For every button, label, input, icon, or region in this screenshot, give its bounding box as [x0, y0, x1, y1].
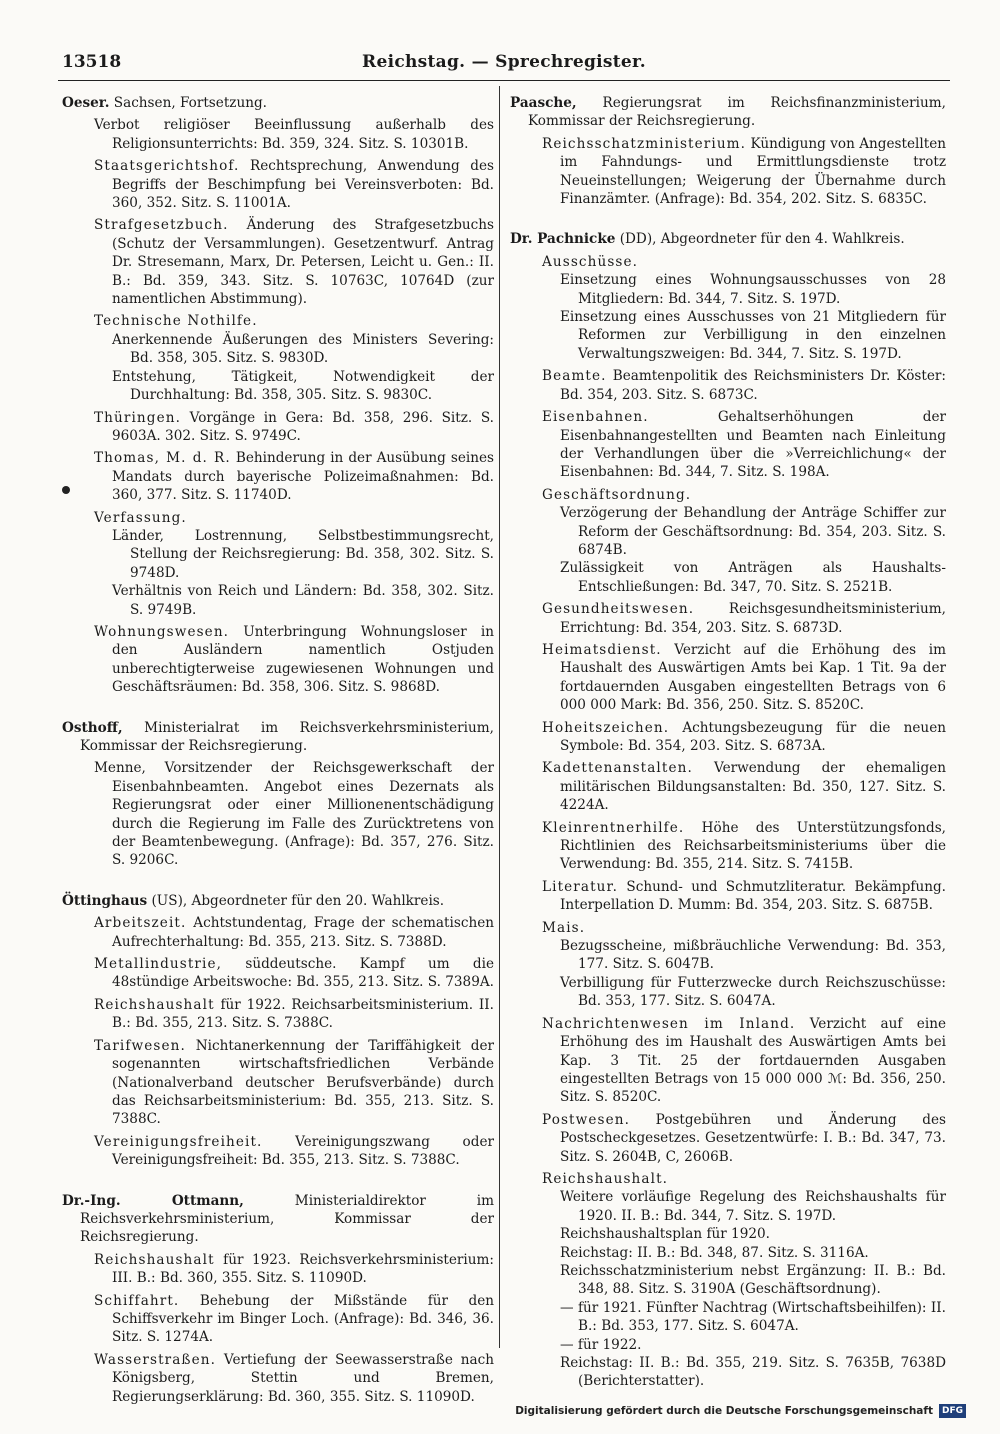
topic-keyword: Heimatsdienst.	[542, 641, 662, 658]
subtopic-line	[510, 974, 946, 1011]
topic-line	[510, 1015, 946, 1107]
topic-reference: Verzicht auf die Erhöhung des im Haushalt des Auswärtigen Amts bei Kap. 1 Tit. 9a der fortdauernden Ausgaben eingestellten Betrags von 6 000 000 Mark: Bd. 356, 250. Sitz. S. 8520C.	[560, 641, 946, 714]
speaker-description: Sachsen, Fortsetzung.	[109, 95, 267, 111]
topic-keyword: Reichshaushalt	[94, 996, 215, 1013]
topic-reference: Achtungsbezeugung für die neuen Symbole: Bd. 354, 203. Sitz. S. 6873A.	[560, 719, 946, 754]
topic-reference: Einsetzung eines Wohnungsausschusses von 28 Mitgliedern: Bd. 344, 7. Sitz. S. 197D.	[560, 272, 946, 307]
entry-heading	[510, 94, 946, 131]
speaker-description: (US), Abgeordneter für den 20. Wahlkreis.	[147, 892, 445, 909]
subtopic-line	[510, 504, 946, 559]
page-number: 13518	[62, 52, 122, 72]
subtopic-line	[510, 1354, 946, 1391]
topic-keyword: Eisenbahnen.	[542, 409, 649, 426]
topic-reference: Vorgänge in Gera: Bd. 358, 296. Sitz. S. 9603A. 302. Sitz. S. 9749C.	[112, 409, 494, 444]
topic-line	[510, 135, 946, 209]
register-entry	[510, 230, 946, 1390]
speaker-name: Oeser.	[62, 95, 110, 111]
topic-keyword: Schiffahrt.	[94, 1292, 180, 1309]
topic-keyword: Arbeitszeit.	[94, 915, 187, 932]
topic-reference: Reichshaushaltsplan für 1920.	[560, 1226, 770, 1243]
speaker-name: Osthoff,	[62, 719, 123, 736]
topic-reference: Höhe des Unterstützungsfonds, Richtlinien des Reichsarbeitsministeriums über die Verwendung: Bd. 355, 214. Sitz. S. 7415B.	[560, 819, 946, 873]
topic-line	[62, 116, 494, 153]
subtopic-line	[510, 937, 946, 974]
topic-reference: Unterbringung Wohnungsloser in den Ausländern namentlich Ostjuden unberechtigterweise zugewiesenen Wohnungen und Geschäftsräumen: Bd. 358, 306. Sitz. S. 9868D.	[112, 623, 494, 696]
subtopic-line	[510, 1188, 946, 1225]
topic-line	[510, 819, 946, 874]
topic-line	[62, 216, 494, 308]
topic-reference: Weitere vorläufige Regelung des Reichshaushalts für 1920. II. B.: Bd. 344, 7. Sitz. S. 197D.	[560, 1189, 946, 1224]
topic-line	[510, 600, 946, 637]
topic-reference: Reichstag: II. B.: Bd. 355, 219. Sitz. S. 7635B, 7638D (Berichterstatter).	[560, 1355, 946, 1390]
topic-keyword: Gesundheitswesen.	[542, 601, 695, 618]
topic-line	[62, 409, 494, 446]
topic-line	[510, 486, 946, 504]
topic-line	[62, 914, 494, 951]
topic-reference: Verwendung der ehemaligen militärischen Bildungsanstalten: Bd. 350, 127. Sitz. S. 4224A.	[560, 760, 946, 814]
topic-reference: Reichstag: II. B.: Bd. 348, 87. Sitz. S. 3116A.	[560, 1244, 869, 1261]
topic-reference: Schund- und Schmutzliteratur. Bekämpfung. Interpellation D. Mumm: Bd. 354, 203. Sitz. S. 6875B.	[560, 878, 946, 914]
topic-reference: Entstehung, Tätigkeit, Notwendigkeit der Durchhaltung: Bd. 358, 305. Sitz. S. 9830C.	[112, 368, 494, 404]
topic-reference: Gehaltserhöhungen der Eisenbahnangestellten und Beamten nach Einleitung der Verhandlungen über die »Verreichlichung« der Eisenbahnen: Bd. 344, 7. Sitz. S. 198A.	[560, 409, 946, 481]
topic-keyword: Reichshaushalt	[94, 1251, 215, 1268]
topic-reference: süddeutsche. Kampf um die 48stündige Arbeitswoche: Bd. 355, 213. Sitz. S. 7389A.	[112, 956, 494, 991]
topic-reference: Verbot religiöser Beeinflussung außerhalb des Religionsunterrichts: Bd. 359, 324. Sitz. S. 10301B.	[94, 117, 494, 152]
running-title: Reichstag. — Sprechregister.	[362, 52, 646, 72]
subtopic-line	[510, 308, 946, 363]
topic-keyword: Postwesen.	[542, 1111, 630, 1128]
topic-keyword: Technische Nothilfe.	[94, 313, 258, 330]
topic-reference: Länder, Lostrennung, Selbstbestimmungsrecht, Stellung der Reichsregierung: Bd. 358, 302. Sitz. S. 9748D.	[112, 527, 494, 581]
topic-line	[62, 449, 494, 504]
footer-credit: Digitalisierung gefördert durch die Deutsche Forschungsgemeinschaft	[515, 1405, 933, 1417]
topic-keyword: Mais.	[542, 919, 586, 936]
subtopic-line	[62, 368, 494, 405]
topic-keyword: Tarifwesen.	[94, 1037, 186, 1054]
topic-reference: Änderung des Strafgesetzbuchs (Schutz der Versammlungen). Gesetzentwurf. Antrag Dr. Stresemann, Marx, Dr. Petersen, Leicht u. Gen.: II. B.: Bd. 359, 343. Sitz. S. 10763C, 10764D (zur namentlichen Abstimmung).	[112, 217, 494, 308]
topic-reference: Menne, Vorsitzender der Reichsgewerkschaft der Eisenbahnbeamten. Angebot eines Dezernats als Regierungsrat oder einer Millionenentschädigung durch die Regierung im Falle des Zurücktretens von der Beamtenbewegung. (Anfrage): Bd. 357, 276. Sitz. S. 9206C.	[94, 760, 494, 869]
topic-line	[510, 919, 946, 937]
topic-keyword: Kleinrentnerhilfe.	[542, 819, 685, 836]
entry-heading	[62, 1192, 494, 1247]
speaker-name: Dr.-Ing. Ottmann,	[62, 1192, 244, 1209]
topic-keyword: Kadettenanstalten.	[542, 760, 693, 777]
topic-reference: Rechtsprechung, Anwendung des Begriffs der Beschimpfung bei Vereinsverboten: Bd. 360, 352. Sitz. S. 11001A.	[112, 158, 494, 212]
dfg-logo: DFG	[939, 1404, 966, 1418]
header-rule	[58, 80, 950, 81]
topic-line	[62, 955, 494, 992]
topic-keyword: Verfassung.	[94, 509, 187, 526]
topic-keyword: Reichshaushalt.	[542, 1170, 669, 1187]
topic-line	[510, 878, 946, 915]
footer	[515, 1404, 966, 1418]
topic-line	[62, 509, 494, 527]
subtopic-line	[62, 582, 494, 619]
topic-line	[62, 1292, 494, 1347]
topic-line	[510, 408, 946, 482]
topic-reference: Verbilligung für Futterzwecke durch Reichszuschüsse: Bd. 353, 177. Sitz. S. 6047A.	[560, 974, 946, 1010]
topic-line	[62, 1251, 494, 1288]
register-entry	[62, 94, 494, 697]
entry-heading	[62, 94, 494, 112]
subtopic-line	[510, 1244, 946, 1262]
topic-reference: Verhältnis von Reich und Ländern: Bd. 358, 302. Sitz. S. 9749B.	[112, 583, 494, 618]
register-entry	[62, 719, 494, 870]
register-entry	[62, 892, 494, 1170]
subtopic-line	[510, 1262, 946, 1299]
subtopic-line	[62, 527, 494, 582]
topic-line	[510, 641, 946, 715]
topic-line	[62, 996, 494, 1033]
left-column	[62, 94, 494, 1428]
topic-keyword: Nachrichtenwesen im Inland.	[542, 1015, 796, 1032]
topic-reference: Vereinigungszwang oder Vereinigungsfreiheit: Bd. 355, 213. Sitz. S. 7388C.	[112, 1133, 494, 1169]
speaker-description: (DD), Abgeordneter für den 4. Wahlkreis.	[615, 231, 905, 248]
topic-keyword: Wohnungswesen.	[94, 623, 230, 640]
topic-reference: — für 1921. Fünfter Nachtrag (Wirtschaftsbeihilfen): II. B.: Bd. 353, 177. Sitz. S. 6047A.	[560, 1299, 946, 1335]
topic-keyword: Reichsschatzministerium.	[542, 135, 747, 152]
speaker-description: Regierungsrat im Reichsfinanzministerium, Kommissar der Reichsregierung.	[528, 95, 946, 130]
register-entry	[62, 1192, 494, 1406]
topic-keyword: Hoheitszeichen.	[542, 719, 670, 736]
topic-line	[510, 1170, 946, 1188]
topic-keyword: Staatsgerichtshof.	[94, 158, 240, 175]
topic-line	[510, 719, 946, 756]
topic-reference: Beamtenpolitik des Reichsministers Dr. Köster: Bd. 354, 203. Sitz. S. 6873C.	[560, 368, 946, 403]
speaker-name: Dr. Pachnicke	[510, 231, 616, 248]
topic-keyword: Wasserstraßen.	[94, 1351, 217, 1368]
topic-reference: Verzögerung der Behandlung der Anträge Schiffer zur Reform der Geschäftsordnung: Bd. 354, 203. Sitz. S. 6874B.	[560, 505, 946, 558]
topic-keyword: Strafgesetzbuch.	[94, 217, 229, 234]
topic-keyword: Beamte.	[542, 368, 607, 385]
topic-reference: — für 1922.	[560, 1336, 642, 1353]
speaker-name: Paasche,	[510, 95, 577, 111]
speaker-description: Ministerialrat im Reichsverkehrsministerium, Kommissar der Reichsregierung.	[80, 719, 494, 754]
topic-keyword: Thomas, M. d. R.	[94, 450, 231, 467]
entry-heading	[62, 719, 494, 756]
topic-keyword: Ausschüsse.	[542, 253, 639, 270]
topic-reference: Postgebühren und Änderung des Postscheckgesetzes. Gesetzentwürfe: I. B.: Bd. 347, 73. Sitz. S. 2604B, C, 2606B.	[560, 1111, 946, 1165]
topic-reference: Behinderung in der Ausübung seines Mandats durch bayerische Polizeimaßnahmen: Bd. 360, 377. Sitz. S. 11740D.	[112, 450, 494, 504]
topic-reference: Kündigung von Angestellten im Fahndungs- und Ermittlungsdienste trotz Neueinstellungen; Weigerung der Übernahme durch Finanzämter. (Anfrage): Bd. 354, 202. Sitz. S. 6835C.	[560, 135, 946, 208]
speaker-description: Ministerialdirektor im Reichsverkehrsministerium, Kommissar der Reichsregierung.	[80, 1192, 494, 1246]
subtopic-line	[510, 1336, 946, 1354]
subtopic-line	[510, 1299, 946, 1336]
topic-reference: Bezugsscheine, mißbräuchliche Verwendung: Bd. 353, 177. Sitz. S. 6047B.	[560, 938, 946, 973]
topic-line	[62, 759, 494, 869]
topic-keyword: Thüringen.	[94, 409, 182, 426]
topic-reference: Achtstundentag, Frage der schematischen Aufrechterhaltung: Bd. 355, 213. Sitz. S. 7388D.	[112, 915, 494, 950]
topic-reference: Vertiefung der Seewasserstraße nach Königsberg, Stettin und Bremen, Regierungserklärung: Bd. 360, 355. Sitz. S. 11090D.	[112, 1351, 494, 1405]
subtopic-line	[510, 271, 946, 308]
topic-line	[510, 253, 946, 271]
topic-reference: Behebung der Mißstände für den Schiffsverkehr im Binger Loch. (Anfrage): Bd. 346, 36. Sitz. S. 1274A.	[112, 1292, 494, 1346]
topic-line	[62, 1351, 494, 1406]
subtopic-line	[62, 331, 494, 368]
column-divider	[499, 86, 500, 1348]
topic-reference: für 1922. Reichsarbeitsministerium. II. B.: Bd. 355, 213. Sitz. S. 7388C.	[112, 996, 494, 1032]
topic-keyword: Geschäftsordnung.	[542, 486, 692, 503]
topic-line	[510, 1111, 946, 1166]
subtopic-line	[510, 1225, 946, 1243]
page-header	[58, 52, 950, 78]
subtopic-line	[510, 559, 946, 596]
speaker-name: Öttinghaus	[62, 892, 148, 909]
topic-reference: Reichsgesundheitsministerium, Errichtung: Bd. 354, 203. Sitz. S. 6873D.	[560, 601, 946, 636]
topic-reference: Verzicht auf eine Erhöhung des im Haushalt des Auswärtigen Amts bei Kap. 3 Tit. 25 der fortdauernden Ausgaben eingestellten Betrags von 15 000 000 ℳ: Bd. 356, 250. Sitz. S. 8520C.	[560, 1015, 947, 1106]
topic-reference: für 1923. Reichsverkehrsministerium: III. B.: Bd. 360, 355. Sitz. S. 11090D.	[112, 1251, 494, 1287]
right-column	[510, 94, 946, 1413]
topic-keyword: Literatur.	[542, 878, 619, 895]
entry-heading	[510, 230, 946, 248]
topic-keyword: Vereinigungsfreiheit.	[94, 1133, 263, 1150]
topic-reference: Einsetzung eines Ausschusses von 21 Mitgliedern für Reformen zur Verbilligung in den einzelnen Verwaltungszweigen: Bd. 344, 7. Sitz. S. 197D.	[560, 309, 946, 362]
topic-line	[62, 157, 494, 212]
topic-line	[62, 1133, 494, 1170]
entry-heading	[62, 892, 494, 910]
topic-reference: Zulässigkeit von Anträgen als Haushalts-Entschließungen: Bd. 347, 70. Sitz. S. 2521B.	[560, 560, 946, 595]
topic-keyword: Metallindustrie,	[94, 956, 223, 973]
topic-reference: Anerkennende Äußerungen des Ministers Severing: Bd. 358, 305. Sitz. S. 9830D.	[112, 331, 494, 367]
topic-line	[62, 312, 494, 330]
topic-line	[510, 759, 946, 814]
topic-line	[62, 1037, 494, 1129]
topic-reference: Nichtanerkennung der Tariffähigkeit der sogenannten wirtschaftsfriedlichen Verbände (Nationalverband deutscher Berufsverbände) durch das Reichsarbeitsministerium: Bd. 355, 213. Sitz. S. 7388C.	[112, 1037, 494, 1128]
register-entry	[510, 94, 946, 208]
topic-line	[510, 367, 946, 404]
topic-line	[62, 623, 494, 697]
topic-reference: Reichsschatzministerium nebst Ergänzung: II. B.: Bd. 348, 88. Sitz. S. 3190A (Geschäftsordnung).	[560, 1262, 946, 1298]
